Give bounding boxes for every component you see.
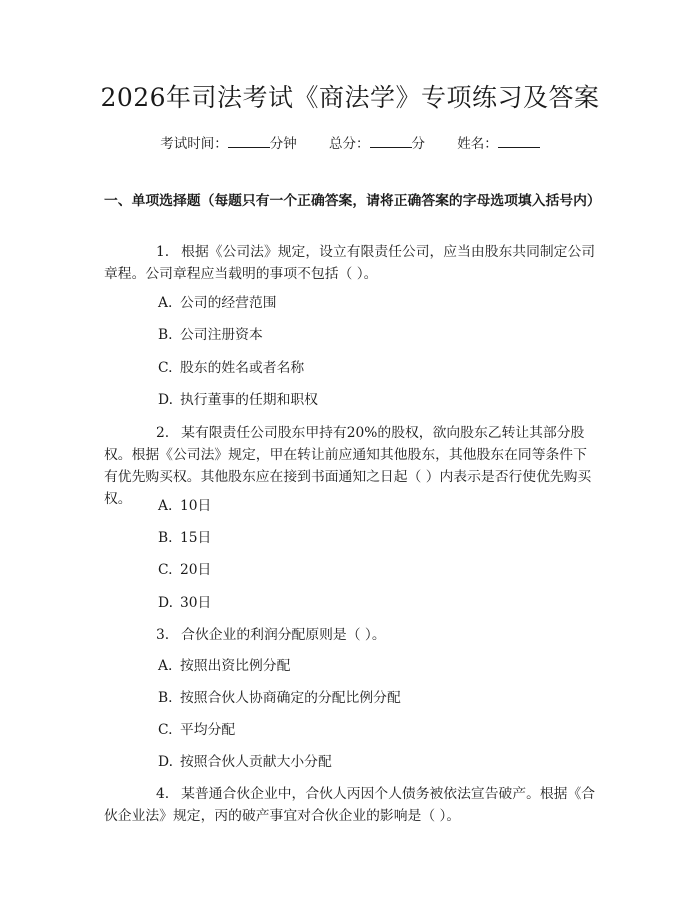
exam-score-unit: 分 (411, 136, 425, 152)
exam-score-blank (370, 135, 412, 148)
question-3-option-c (158, 719, 235, 741)
option-text: 按照出资比例分配 (180, 658, 291, 674)
exam-score (329, 132, 425, 152)
exam-time-label: 考试时间： (160, 136, 228, 152)
question-3-option-d (158, 751, 332, 773)
option-text: 执行董事的任期和职权 (180, 392, 318, 408)
question-number: 1. (156, 244, 170, 260)
exam-time-unit: 分钟 (269, 136, 297, 152)
option-text: 按照合伙人协商确定的分配比例分配 (180, 690, 401, 706)
question-3-option-a (158, 655, 290, 677)
option-letter: D. (158, 754, 173, 770)
option-text: 15日 (180, 530, 212, 546)
question-3 (104, 624, 598, 646)
option-text: 10日 (180, 498, 212, 514)
option-letter: D. (158, 392, 173, 408)
option-text: 公司的经营范围 (180, 295, 277, 311)
exam-score-label: 总分： (329, 136, 370, 152)
question-2-option-d (158, 592, 211, 614)
option-text: 公司注册资本 (180, 327, 263, 343)
question-2-option-a (158, 495, 211, 517)
exam-name-label: 姓名： (457, 136, 498, 152)
question-number: 4. (156, 786, 170, 802)
exam-time (160, 132, 297, 152)
option-text: 平均分配 (180, 722, 236, 738)
document-title: 2026年司法考试《商法学》专项练习及答案 (100, 83, 600, 112)
option-text: 20日 (180, 562, 212, 578)
option-letter: A. (158, 295, 173, 311)
question-number: 3. (156, 627, 170, 643)
question-text: 合伙企业的利润分配原则是（ ）。 (181, 627, 386, 643)
question-1-option-b (158, 324, 263, 346)
option-letter: B. (158, 690, 173, 706)
exam-name-blank (498, 135, 540, 148)
section-heading: 一、单项选择题（每题只有一个正确答案，请将正确答案的字母选项填入括号内） (104, 193, 601, 209)
option-text: 30日 (180, 595, 212, 611)
option-letter: C. (158, 360, 173, 376)
exam-meta (0, 132, 700, 152)
question-1-option-a (158, 292, 277, 314)
option-letter: A. (158, 658, 173, 674)
question-1 (104, 241, 598, 285)
question-2-option-b (158, 527, 211, 549)
exam-time-blank (228, 135, 270, 148)
question-text: 某有限责任公司股东甲持有20%的股权，欲向股东乙转让其部分股权。根据《公司法》规定，甲在转让前应通知其他股东，其他股东在同等条件下有优先购买权。其他股东应在接到书面通知之日起（ ）内表示是否行使优先购买权。 (104, 425, 592, 507)
question-1-option-d (158, 389, 318, 411)
question-number: 2. (156, 425, 170, 441)
option-letter: C. (158, 722, 173, 738)
option-text: 股东的姓名或者名称 (180, 360, 305, 376)
option-letter: D. (158, 595, 173, 611)
option-letter: B. (158, 530, 173, 546)
option-letter: B. (158, 327, 173, 343)
question-2-option-c (158, 559, 211, 581)
question-4 (104, 783, 598, 827)
option-letter: C. (158, 562, 173, 578)
question-1-option-c (158, 357, 304, 379)
question-3-option-b (158, 687, 401, 709)
question-text: 根据《公司法》规定，设立有限责任公司，应当由股东共同制定公司章程。公司章程应当载明的事项不包括（ ）。 (104, 244, 596, 282)
question-text: 某普通合伙企业中，合伙人丙因个人债务被依法宣告破产。根据《合伙企业法》规定，丙的破产事宜对合伙企业的影响是（ ）。 (104, 786, 596, 824)
option-text: 按照合伙人贡献大小分配 (180, 754, 332, 770)
option-letter: A. (158, 498, 173, 514)
exam-name (457, 132, 540, 152)
